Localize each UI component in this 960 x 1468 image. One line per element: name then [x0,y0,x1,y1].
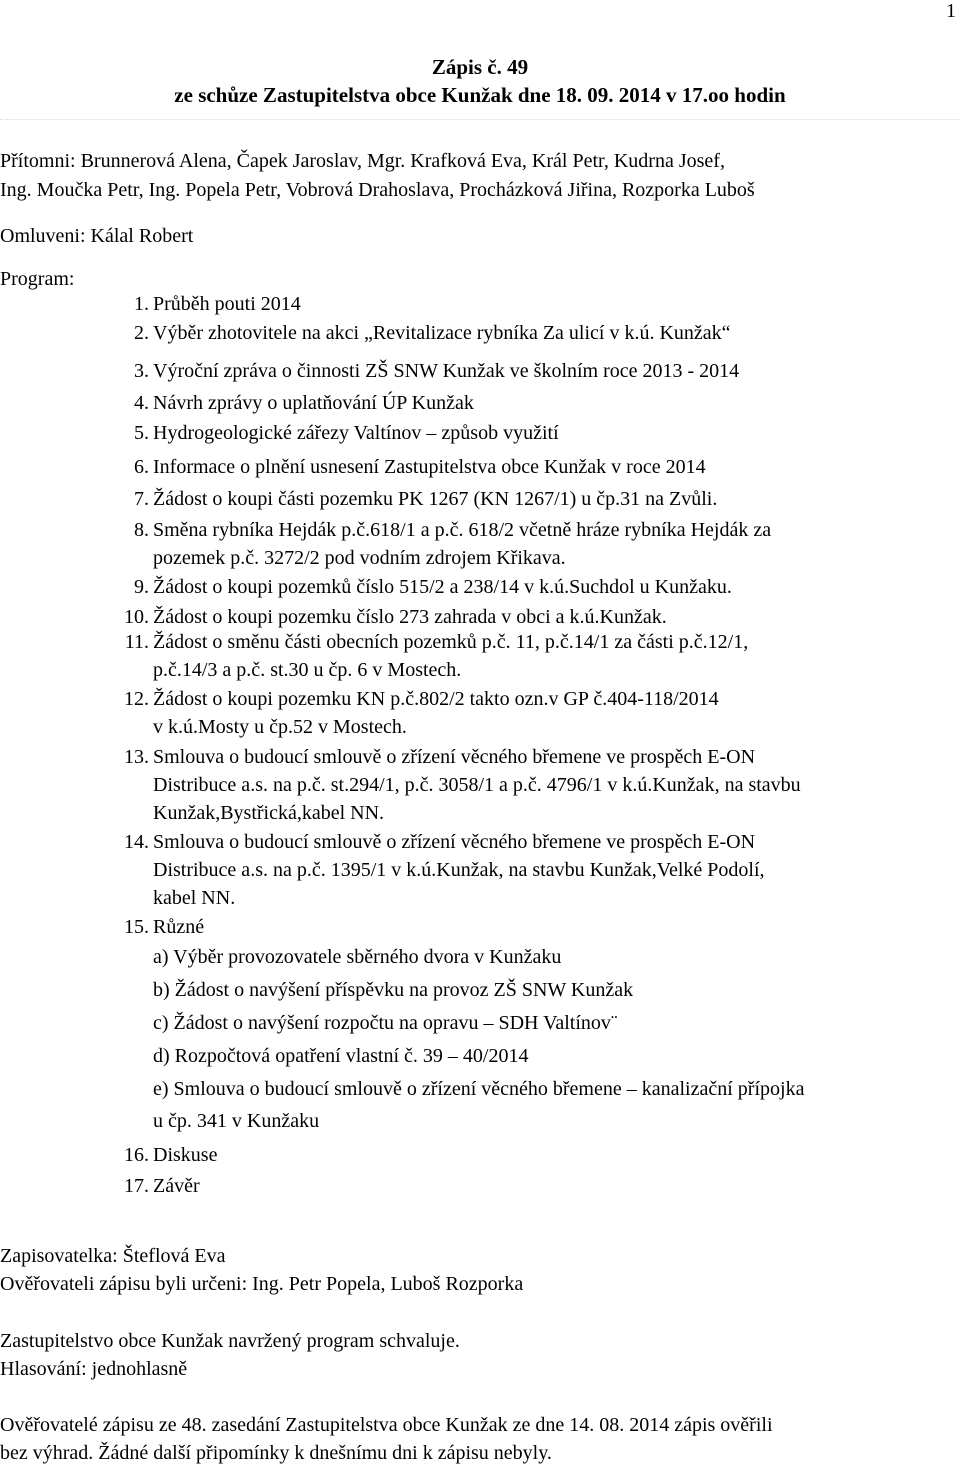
program-item-text: Průběh pouti 2014 [153,293,301,315]
program-item-number: 3. [134,360,149,382]
program-item-text: Informace o plnění usnesení Zastupitelstva obce Kunžak v roce 2014 [153,456,706,478]
vote-line: Hlasování: jednohlasně [0,1358,188,1380]
program-item-number: 15. [124,916,149,938]
various-subitem: e) Smlouva o budoucí smlouvě o zřízení věcného břemene – kanalizační přípojka [153,1078,805,1100]
various-subitem: b) Žádost o navýšení příspěvku na provoz ZŠ SNW Kunžak [153,979,634,1001]
program-item-number: 13. [124,746,149,768]
program-item-number: 5. [134,422,149,444]
program-item-text: Kunžak,Bystřická,kabel NN. [153,802,385,824]
program-item-number: 6. [134,456,149,478]
various-subitem: c) Žádost o navýšení rozpočtu na opravu – SDH Valtínov¨ [153,1012,618,1034]
program-item-number: 10. [124,606,149,628]
verification-note-line-1: Ověřovatelé zápisu ze 48. zasedání Zastupitelstva obce Kunžak ze dne 14. 08. 2014 zápis ověřili [0,1414,773,1436]
program-item-text: Žádost o směnu části obecních pozemků p.č. 11, p.č.14/1 za části p.č.12/1, [153,631,749,653]
program-item-text: Výběr zhotovitele na akci „Revitalizace rybníka Za ulicí v k.ú. Kunžak“ [153,322,731,344]
document-subtitle: ze schůze Zastupitelstva obce Kunžak dne 18. 09. 2014 v 17.oo hodin [174,83,786,107]
verifiers-line: Ověřovateli zápisu byli určeni: Ing. Petr Popela, Luboš Rozporka [0,1273,524,1295]
various-subitem: a) Výběr provozovatele sběrného dvora v Kunžaku [153,946,562,968]
verification-note-line-2: bez výhrad. Žádné další připomínky k dnešnímu dni k zápisu nebyly. [0,1442,552,1464]
program-item-number: 2. [134,322,149,344]
page-number: 1 [946,0,956,22]
program-item-number: 9. [134,576,149,598]
program-item-text: Hydrogeologické zářezy Valtínov – způsob využití [153,422,559,444]
program-item-text: v k.ú.Mosty u čp.52 v Mostech. [153,716,407,738]
recorder-line: Zapisovatelka: Šteflová Eva [0,1245,226,1267]
present-line-1: Přítomni: Brunnerová Alena, Čapek Jaroslav, Mgr. Krafková Eva, Král Petr, Kudrna Josef, [0,150,725,172]
present-line-2: Ing. Moučka Petr, Ing. Popela Petr, Vobrová Drahoslava, Procházková Jiřina, Rozporka Luboš [0,179,755,201]
program-item-number: 17. [124,1175,149,1197]
program-item-text: Smlouva o budoucí smlouvě o zřízení věcného břemene ve prospěch E-ON [153,831,756,853]
program-item-number: 16. [124,1144,149,1166]
program-item-text: kabel NN. [153,887,236,909]
program-item-text: pozemek p.č. 3272/2 pod vodním zdrojem Křikava. [153,547,566,569]
program-item-text: Směna rybníka Hejdák p.č.618/1 a p.č. 618/2 včetně hráze rybníka Hejdák za [153,519,772,541]
program-item-text: Návrh zprávy o uplatňování ÚP Kunžak [153,392,474,414]
program-item-text: Smlouva o budoucí smlouvě o zřízení věcného břemene ve prospěch E-ON [153,746,756,768]
program-item-number: 7. [134,488,149,510]
program-label: Program: [0,268,75,290]
program-item-text: Distribuce a.s. na p.č. st.294/1, p.č. 3058/1 a p.č. 4796/1 v k.ú.Kunžak, na stavbu [153,774,801,796]
excused-line: Omluveni: Kálal Robert [0,225,194,247]
program-item-number: 14. [124,831,149,853]
program-item-text: Výroční zpráva o činnosti ZŠ SNW Kunžak ve školním roce 2013 - 2014 [153,360,740,382]
program-item-text: Různé [153,916,205,938]
program-item-number: 4. [134,392,149,414]
program-item-number: 1. [134,293,149,315]
document-title: Zápis č. 49 [431,55,529,79]
program-item-text: Žádost o koupi pozemku číslo 273 zahrada v obci a k.ú.Kunžak. [153,606,667,628]
program-item-text: p.č.14/3 a p.č. st.30 u čp. 6 v Mostech. [153,659,462,681]
program-item-text: Závěr [153,1175,200,1197]
various-subitem: d) Rozpočtová opatření vlastní č. 39 – 40/2014 [153,1045,529,1067]
program-item-text: Distribuce a.s. na p.č. 1395/1 v k.ú.Kunžak, na stavbu Kunžak,Velké Podolí, [153,859,765,881]
program-item-text: Žádost o koupi části pozemku PK 1267 (KN 1267/1) u čp.31 na Zvůli. [153,488,718,510]
program-item-text: Žádost o koupi pozemků číslo 515/2 a 238/14 v k.ú.Suchdol u Kunžaku. [153,576,732,598]
various-subitem: u čp. 341 v Kunžaku [153,1110,320,1132]
header-divider [0,119,960,120]
program-item-number: 12. [124,688,149,710]
program-item-number: 8. [134,519,149,541]
program-item-text: Žádost o koupi pozemku KN p.č.802/2 takto ozn.v GP č.404-118/2014 [153,688,719,710]
program-item-text: Diskuse [153,1144,218,1166]
program-item-number: 11. [124,631,149,653]
approval-line: Zastupitelstvo obce Kunžak navržený program schvaluje. [0,1330,460,1352]
